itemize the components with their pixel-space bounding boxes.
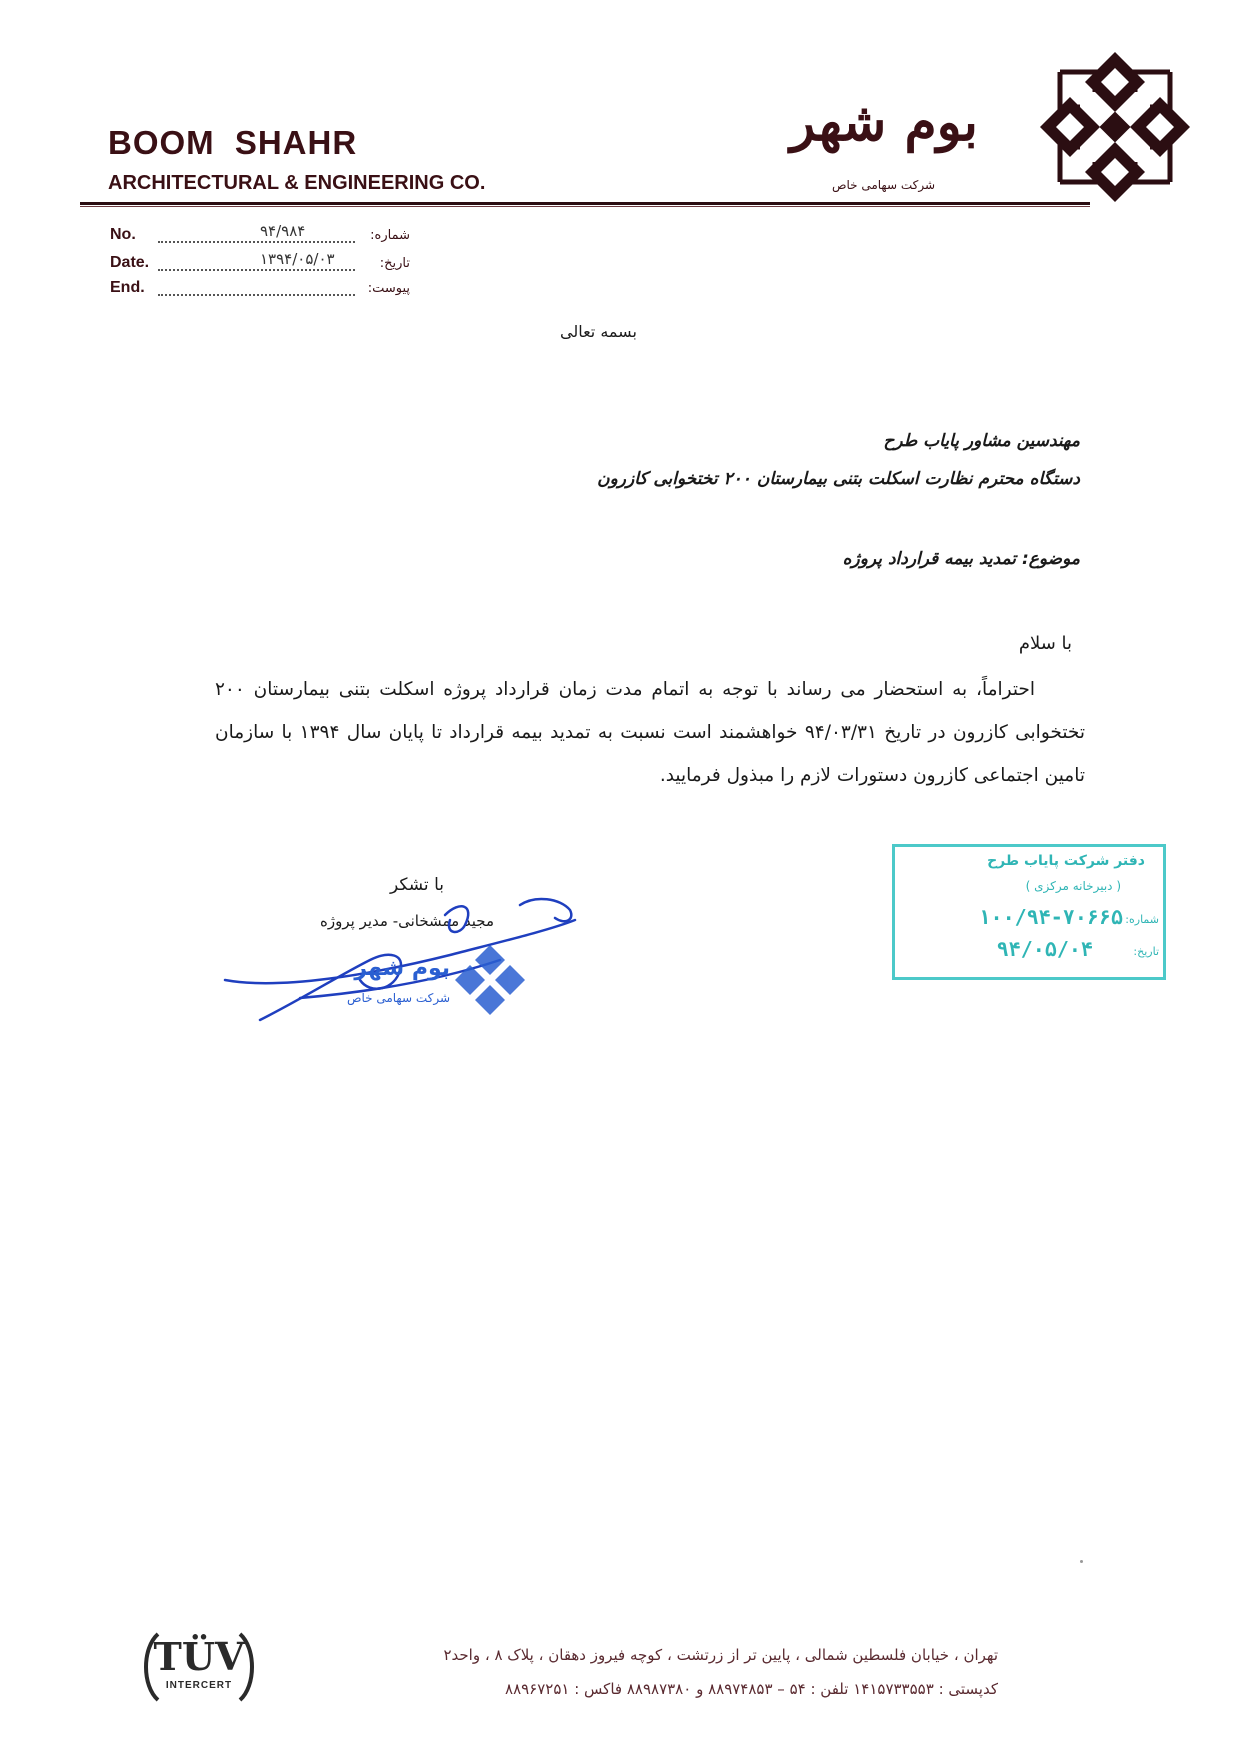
company-seal-icon	[315, 940, 525, 1020]
letter-body: احتراماً، به استحضار می رساند با توجه به اتمام مدت زمان قرارداد پروژه اسکلت بتنی بیمارستان ۲۰۰ تختخوابی کازرون در تاریخ ۹۴/۰۳/۳۱ خواهشمند است نسبت به تمدید بیمه قرارداد تا پایان سال ۱۳۹۴ با سازمان تامین اجتماعی کازرون دستورات لازم را مبذول فرمایید.	[215, 679, 1085, 786]
ref-enclosure-row	[110, 279, 410, 303]
received-stamp-number-label: شماره:	[1125, 913, 1159, 926]
ref-number-dots	[158, 241, 355, 243]
ref-number-label-en: No.	[110, 226, 136, 243]
company-type-fa: شرکت سهامی خاص	[831, 178, 935, 192]
ref-enclosure-label-en: End.	[110, 279, 145, 296]
header-rule	[80, 202, 1090, 205]
received-stamp-date-label: تاریخ:	[1133, 945, 1159, 958]
ref-enclosure-label-fa: پیوست:	[367, 281, 410, 296]
letter-subject: موضوع: تمدید بیمه قرارداد پروژه	[842, 549, 1080, 569]
footer-contact: کدپستی : ۱۴۱۵۷۳۳۵۵۳ تلفن : ۵۴ – ۸۸۹۷۴۸۵۳ و ۸۸۹۸۷۳۸۰ فاکس : ۸۸۹۶۷۲۵۱	[505, 1680, 998, 1698]
ref-date-label-fa: تاریخ:	[379, 256, 410, 271]
company-name-fa: بوم شهر	[790, 92, 978, 153]
company-name-en: BOOM SHAHR	[108, 124, 358, 161]
signer-name: مجید ممشخانی- مدیر پروژه	[320, 912, 495, 930]
ref-number-label-fa: شماره:	[370, 228, 410, 243]
greeting: با سلام	[1018, 633, 1072, 654]
received-stamp-sub: ( دبیرخانه مرکزی )	[1025, 879, 1121, 893]
basmala: بسمه تعالی	[560, 322, 637, 341]
ref-date-row	[110, 250, 410, 278]
ref-date-label-en: Date.	[110, 254, 150, 271]
tuv-logo-text: TÜV	[153, 1634, 245, 1679]
scan-speck	[1080, 1560, 1083, 1563]
received-stamp-org: دفتر شرکت پایاب طرح	[987, 853, 1145, 869]
company-seal-text: بوم شهر	[354, 956, 450, 981]
tuv-intercert-logo-icon	[140, 1628, 258, 1706]
header-rule-thin	[80, 206, 1090, 207]
ref-number-row	[110, 222, 410, 250]
recipient-line-1: مهندسین مشاور پایاب طرح	[883, 431, 1080, 451]
footer-address: تهران ، خیابان فلسطین شمالی ، پایین تر از زرتشت ، کوچه فیروز دهقان ، پلاک ۸ ، واحد۲	[443, 1646, 998, 1664]
received-stamp-number: ۱۰۰/۹۴-۷۰۶۶۵	[978, 905, 1123, 929]
boom-shahr-knot-logo-icon	[1040, 52, 1190, 202]
ref-date-dots	[158, 269, 355, 271]
ref-date-value: ۱۳۹۴/۰۵/۰۳	[260, 250, 335, 268]
ref-number-value: ۹۴/۹۸۴	[260, 222, 306, 240]
received-stamp	[892, 844, 1166, 980]
received-stamp-date: ۹۴/۰۵/۰۴	[996, 937, 1093, 961]
tuv-logo-subtext: INTERCERT	[165, 1680, 233, 1691]
company-subtitle-en: ARCHITECTURAL & ENGINEERING CO.	[108, 172, 486, 194]
ref-enclosure-dots	[158, 294, 355, 296]
closing: با تشکر	[390, 875, 444, 895]
recipient-line-2: دستگاه محترم نظارت اسکلت بتنی بیمارستان ۲۰۰ تختخوابی کازرون	[597, 469, 1080, 489]
company-seal-sub: شرکت سهامی خاص	[346, 991, 450, 1005]
